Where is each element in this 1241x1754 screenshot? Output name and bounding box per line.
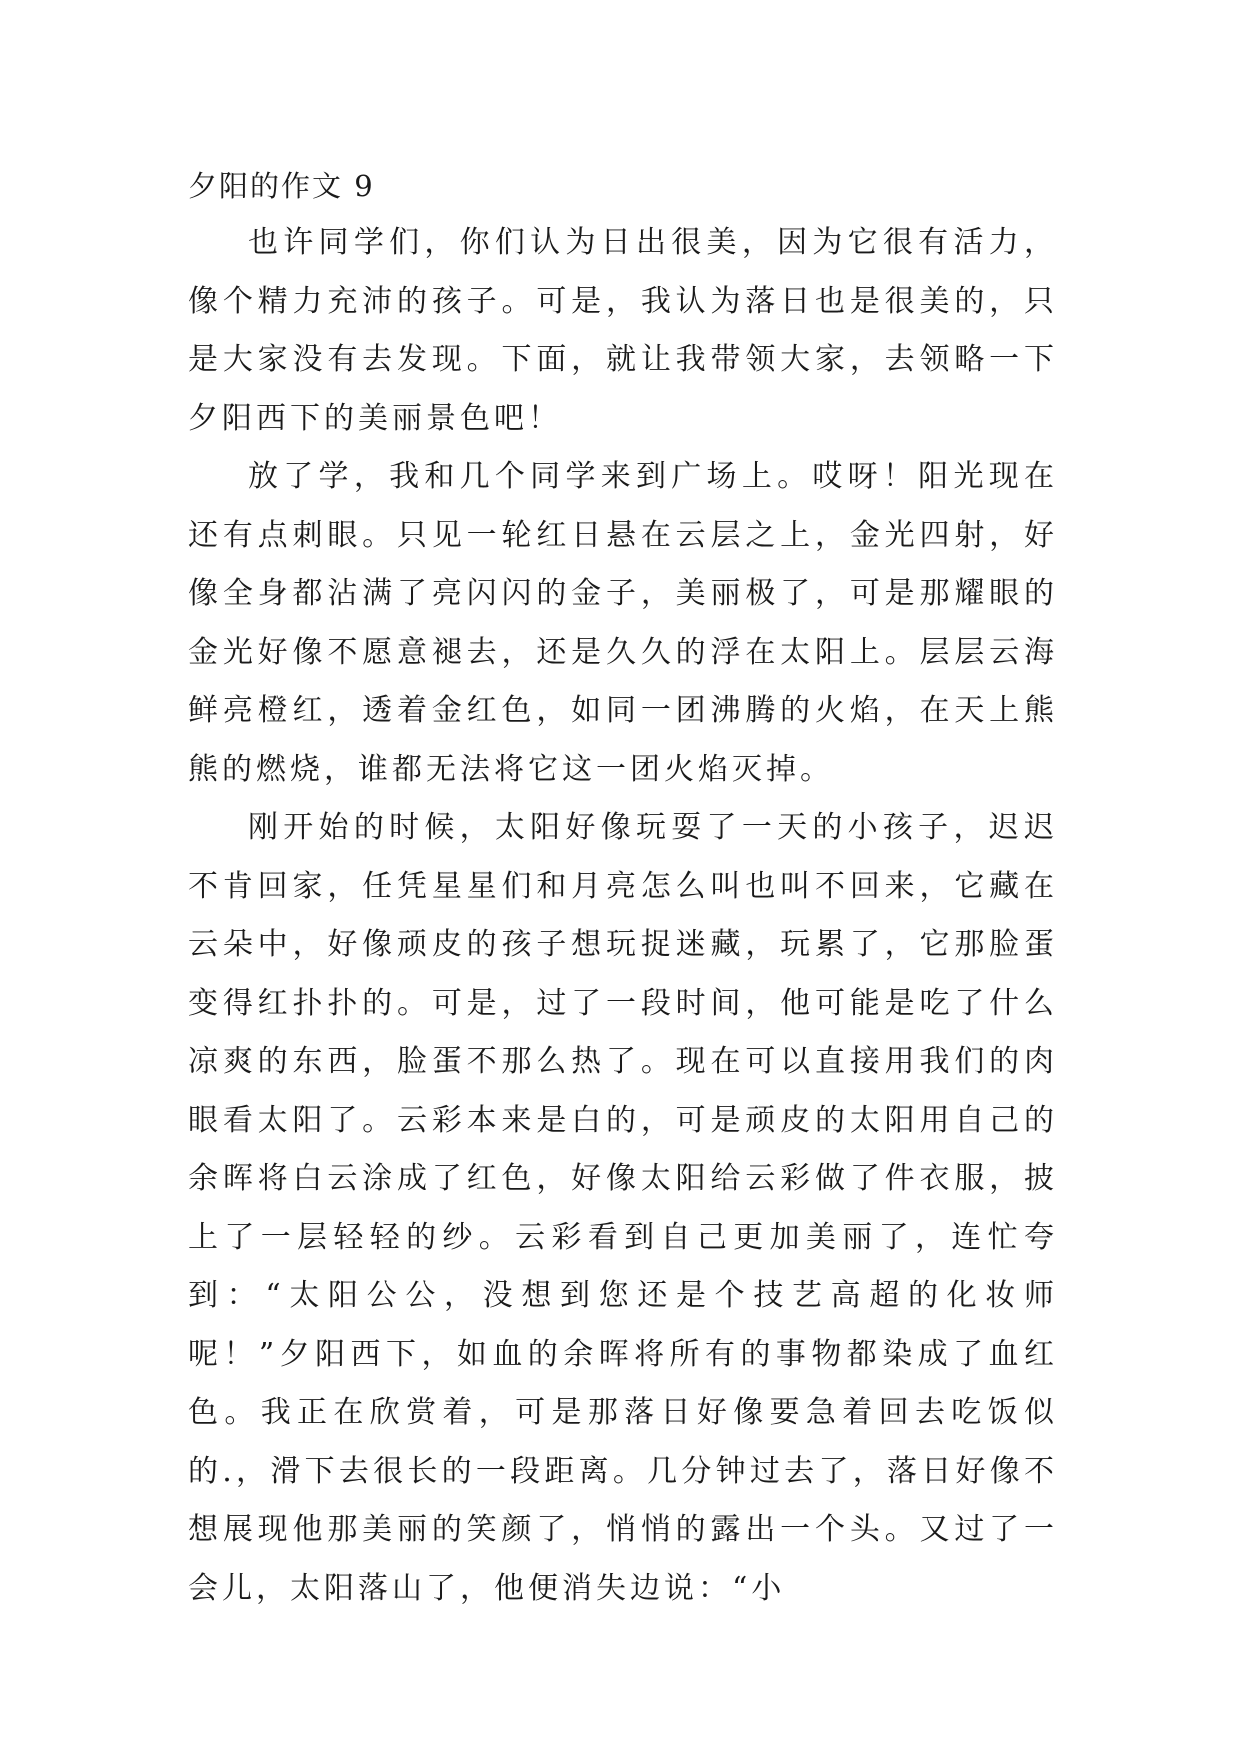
paragraph-1: 也许同学们，你们认为日出很美，因为它很有活力，像个精力充沛的孩子。可是，我认为落日也是很美的，只是大家没有去发现。下面，就让我带领大家，去领略一下夕阳西下的美丽景色吧！ bbox=[188, 225, 1058, 436]
document-title: 夕阳的作文 9 bbox=[188, 169, 375, 203]
paragraph-2: 放了学，我和几个同学来到广场上。哎呀！阳光现在还有点刺眼。只见一轮红日悬在云层之上，金光四射，好像全身都沾满了亮闪闪的金子，美丽极了，可是那耀眼的金光好像不愿意褪去，还是久久的浮在太阳上。层层云海鲜亮橙红，透着金红色，如同一团沸腾的火焰，在天上熊熊的燃烧，谁都无法将它这一团火焰灭掉。 bbox=[188, 459, 1058, 787]
document-body bbox=[188, 158, 1058, 1618]
paragraph-3: 刚开始的时候，太阳好像玩耍了一天的小孩子，迟迟不肯回家，任凭星星们和月亮怎么叫也叫不回来，它藏在云朵中，好像顽皮的孩子想玩捉迷藏，玩累了，它那脸蛋变得红扑扑的。可是，过了一段时间，他可能是吃了什么凉爽的东西，脸蛋不那么热了。现在可以直接用我们的肉眼看太阳了。云彩本来是白的，可是顽皮的太阳用自己的余晖将白云涂成了红色，好像太阳给云彩做了件衣服，披上了一层轻轻的纱。云彩看到自己更加美丽了，连忙夸到：“太阳公公，没想到您还是个技艺高超的化妆师呢！”夕阳西下，如血的余晖将所有的事物都染成了血红色。我正在欣赏着，可是那落日好像要急着回去吃饭似的.，滑下去很长的一段距离。几分钟过去了，落日好像不想展现他那美丽的笑颜了，悄悄的露出一个头。又过了一会儿，太阳落山了，他便消失边说：“小 bbox=[188, 810, 1058, 1606]
